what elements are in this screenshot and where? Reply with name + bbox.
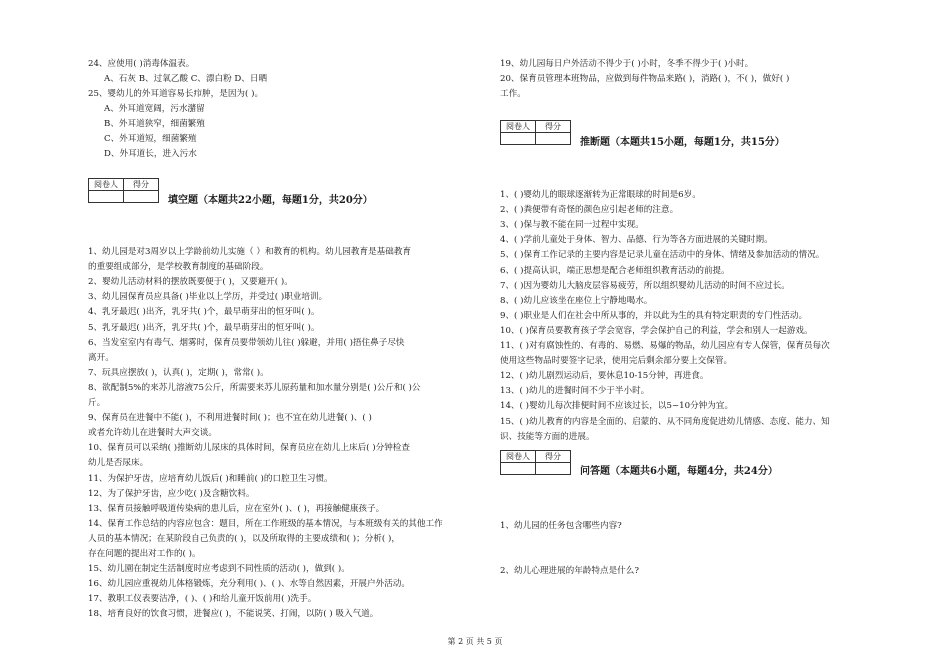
reviewer-label: 阅卷人 (89, 179, 124, 191)
score-box-fill (88, 178, 159, 203)
question-line: 6、( )提高认识，端正思想是配合老师组织教育活动的前提。 (500, 265, 730, 276)
score-cell (536, 463, 571, 475)
section-title-qa: 问答题（本题共6小题，每题4分，共24分） (580, 466, 778, 477)
question-line: 1、( )婴幼儿的眼球逐渐转为正常眼球的时间是6岁。 (500, 190, 701, 200)
question-line: 7、玩具应摆放( )，认真( )，定期( )，常常( )。 (88, 367, 269, 378)
question-line: 3、幼儿园保育员应具备( )毕业以上学历，并受过( )职业培训。 (88, 292, 328, 303)
qa-question-1: 1、幼儿园的任务包含哪些内容? (500, 521, 622, 531)
question-line: 9、保育员在进餐中不能( )，不利用进餐时间( )；也不宜在幼儿进餐( )、( ) (88, 413, 372, 424)
question-line: 9、( )职业是人们在社会中所从事的，并以此为生的具有特定职责的专门性活动。 (500, 310, 808, 321)
score-cell (536, 133, 571, 145)
question-line: 3、( )保与教不能在同一过程中实现。 (500, 220, 644, 231)
question-25-option-b: B、外耳道狭窄，细菌繁殖 (104, 119, 205, 129)
question-line: 11、( )对有腐蚀性的、有毒的、易燃、易爆的物品，幼儿园应有专人保管，保育员每次 (500, 341, 830, 351)
question-line: 10、( )保育员要教育孩子学会宽容，学会保护自己的利益，学会和别人一起游戏。 (500, 325, 813, 336)
reviewer-cell (501, 133, 536, 145)
score-box-judge (500, 120, 571, 145)
score-cell (124, 191, 159, 203)
question-24-options: A、石灰 B、过氧乙酸 C、漂白粉 D、日晒 (104, 74, 268, 84)
question-line: 16、幼儿园应重视幼儿体格锻炼，充分利用( )、( )、水等自然因素，开展户外活动。 (88, 579, 410, 590)
question-line: 13、( )幼儿的进餐时间不少于半小时。 (500, 386, 650, 397)
question-line: 4、( )学前儿童处于身体、智力、品德、行为等各方面进展的关键时期。 (500, 235, 773, 246)
question-line: 4、乳牙最迟( )出齐，乳牙共( )个，最早萌芽出的恒牙叫( )。 (88, 307, 320, 318)
question-25-option-c: C、外耳道短，细菌繁殖 (104, 134, 197, 144)
question-line: 6、当发室室内有毒气、烟雾时，保育员要带领幼儿往( )躲避，并用( )捂住鼻子尽快 (88, 337, 405, 348)
question-line: 2、婴幼儿活动材料的摆放既要便于( )，又要避开( )。 (88, 277, 293, 288)
question-line: 13、保育员接触呼吸道传染病的患儿后，应在室外( )、( )，再接触健康孩子。 (88, 503, 385, 514)
question-line: 幼儿是否尿床。 (88, 458, 149, 469)
question-line: 5、( )保育工作记录的主要内容是记录儿童在活动中的身体、情绪及参加活动的情况。 (500, 250, 825, 261)
question-20: 20、保育员管理本班物品，应做到每件物品来路( )，消路( )，不( )，做好( ) (500, 74, 790, 84)
score-label: 得分 (536, 451, 571, 463)
question-line: 8、( )幼儿应该坐在座位上宁静地喝水。 (500, 295, 653, 306)
question-line: 12、( )幼儿剧烈运动后，要休息10-15分钟，再进食。 (500, 371, 709, 382)
qa-question-2: 2、幼儿心理进展的年龄特点是什么? (500, 566, 639, 576)
page-footer: 第 2 页 共 5 页 (447, 637, 503, 646)
score-label: 得分 (124, 179, 159, 191)
question-25-option-d: D、外耳道长，进入污水 (104, 149, 197, 159)
question-line: 斤。 (88, 398, 106, 408)
question-25: 25、婴幼儿的外耳道容易长疖肿，是因为( )。 (88, 89, 264, 99)
question-line: 人员的基本情况；在某阶段自己负责的( )，以及所取得的主要成绩和( )；分析( )， (88, 533, 400, 544)
question-line: 1、幼儿园是对3周岁以上学龄前幼儿实施（ ）和教育的机构。幼儿园教育是基础教育 (88, 247, 412, 257)
question-line: 11、为保护牙齿，应培育幼儿饭后( )和睡前( )的口腔卫生习惯。 (88, 473, 333, 484)
score-box-qa (500, 450, 571, 475)
question-line: 10、保育员可以采纳( )推断幼儿尿床的具体时间，保育员应在幼儿上床后( )分钟检查 (88, 443, 410, 454)
question-line: 使用这些物品时要签字记录，使用完后剩余部分要上交保管。 (500, 356, 733, 367)
question-line: 5、乳牙最迟( )出齐，乳牙共( )个，最早萌芽出的恒牙叫( )。 (88, 322, 320, 333)
question-19: 19、幼儿园每日户外活动不得少于( )小时，冬季不得少于( )小时。 (500, 59, 754, 69)
question-line: 或者允许幼儿在进餐时大声交谈。 (88, 428, 217, 439)
section-title-judge: 推断题（本题共15小题，每题1分，共15分） (580, 137, 785, 148)
question-line: 12、为了保护牙齿，应少吃( )及含糖饮料。 (88, 488, 255, 499)
question-line: 2、( )粪便带有奇怪的颜色应引起老师的注意。 (500, 205, 679, 216)
question-line: 7、( )因为婴幼儿大脑皮层容易疲劳，所以组织婴幼儿活动的时间不应过长。 (500, 280, 790, 291)
question-line: 14、( )婴幼儿每次排便时间不应该过长，以5~10分钟为宜。 (500, 401, 734, 412)
question-line: 18、培育良好的饮食习惯，进餐应( )，不能说笑、打闹，以防( ) 吸入气道。 (88, 609, 379, 620)
question-line: 14、保育工作总结的内容应包含：题目，所在工作班级的基本情况，与本班级有关的其他工作 (88, 518, 443, 529)
question-24: 24、应使用( )消毒体温表。 (88, 59, 195, 69)
reviewer-label: 阅卷人 (501, 451, 536, 463)
reviewer-label: 阅卷人 (501, 121, 536, 133)
question-line: 离开。 (88, 352, 114, 363)
question-20-cont: 工作。 (500, 89, 526, 99)
question-line: 8、欲配制5%的来苏儿溶液75公斤，所需要来苏儿原药量和加水量分别是( )公斤和( )公 (88, 382, 421, 393)
reviewer-cell (89, 191, 124, 203)
reviewer-cell (501, 463, 536, 475)
question-line: 的重要组成部分，是学校教育制度的基础阶段。 (88, 262, 269, 273)
question-line: 15、幼儿園在制定生活制度时应考虑到不同性质的活动( )，做到( )。 (88, 564, 350, 575)
question-25-option-a: A、外耳道宽阔，污水潴留 (104, 104, 205, 114)
question-line: 存在问题的提出对工作的( )。 (88, 549, 201, 559)
question-line: 识、技能等方面的进展。 (500, 431, 595, 442)
section-title-fill: 填空题（本题共22小题，每题1分，共20分） (168, 195, 373, 206)
question-line: 15、( )幼儿教育的内容是全面的、启蒙的、从不同角度促进幼儿情感、态度、能力、知 (500, 416, 830, 427)
question-line: 17、教职工仪表要洁净，( )、( )和给儿童开饭前用( )洗手。 (88, 594, 317, 605)
score-label: 得分 (536, 121, 571, 133)
